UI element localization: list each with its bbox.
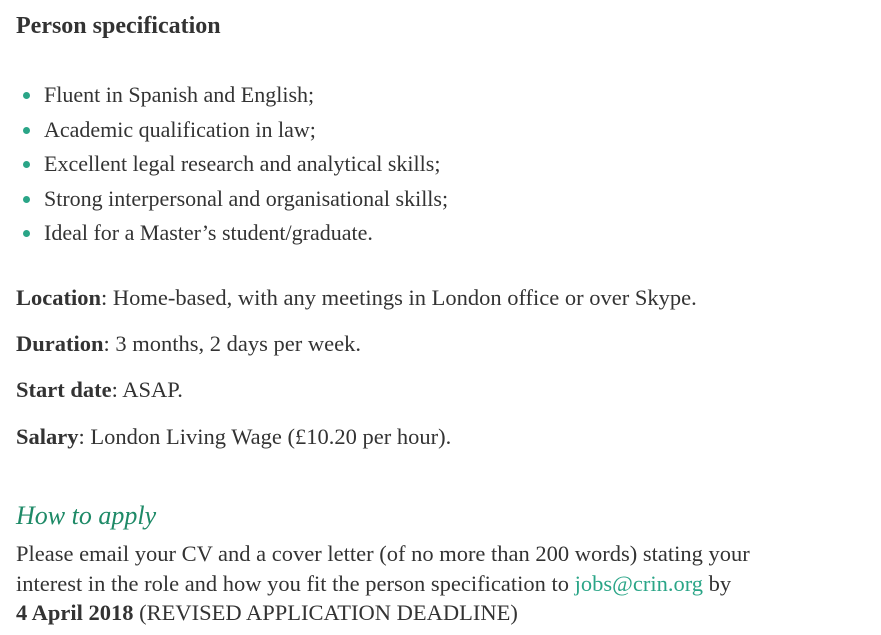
salary-label: Salary xyxy=(16,424,79,449)
list-item xyxy=(0,216,448,251)
start-date-detail xyxy=(16,375,183,405)
start-date-value: : ASAP. xyxy=(111,377,183,402)
bullet-icon xyxy=(23,230,30,237)
location-detail xyxy=(16,283,697,313)
list-item-text: Excellent legal research and analytical skills; xyxy=(44,151,441,177)
start-date-label: Start date xyxy=(16,377,112,402)
list-item-text: Strong interpersonal and organisational skills; xyxy=(44,185,449,211)
location-value: : Home-based, with any meetings in London office or over Skype. xyxy=(101,285,697,310)
duration-value: : 3 months, 2 days per week. xyxy=(103,331,361,356)
person-specification-list xyxy=(0,78,448,251)
apply-line-1: Please email your CV and a cover letter (of no more than 200 words) stating your xyxy=(16,541,750,566)
deadline-date: 4 April 2018 xyxy=(16,600,134,625)
email-link[interactable]: jobs@crin.org xyxy=(574,570,704,596)
bullet-icon xyxy=(23,196,30,203)
list-item-text: Fluent in Spanish and English; xyxy=(44,82,315,107)
location-label: Location xyxy=(16,285,102,310)
bullet-icon xyxy=(23,92,30,99)
duration-detail xyxy=(16,329,361,359)
apply-line-3 xyxy=(16,598,878,628)
salary-value: : London Living Wage (£10.20 per hour). xyxy=(78,424,452,449)
apply-line-2-end: by xyxy=(703,570,732,596)
bullet-icon xyxy=(23,127,30,134)
list-item xyxy=(0,113,448,148)
how-to-apply-heading: How to apply xyxy=(16,501,157,530)
list-item xyxy=(0,182,448,217)
apply-line-2 xyxy=(16,569,878,599)
how-to-apply-text xyxy=(16,539,878,628)
list-item xyxy=(0,147,448,182)
salary-detail xyxy=(16,422,451,452)
person-specification-heading: Person specification xyxy=(16,13,221,39)
duration-label: Duration xyxy=(16,331,104,356)
list-item-text: Academic qualification in law; xyxy=(44,116,316,142)
deadline-note: (REVISED APPLICATION DEADLINE) xyxy=(133,600,518,625)
bullet-icon xyxy=(23,161,30,168)
list-item-text: Ideal for a Master’s student/graduate. xyxy=(44,220,373,246)
list-item xyxy=(0,78,448,113)
apply-line-2-start: interest in the role and how you fit the person specification to xyxy=(16,570,575,596)
